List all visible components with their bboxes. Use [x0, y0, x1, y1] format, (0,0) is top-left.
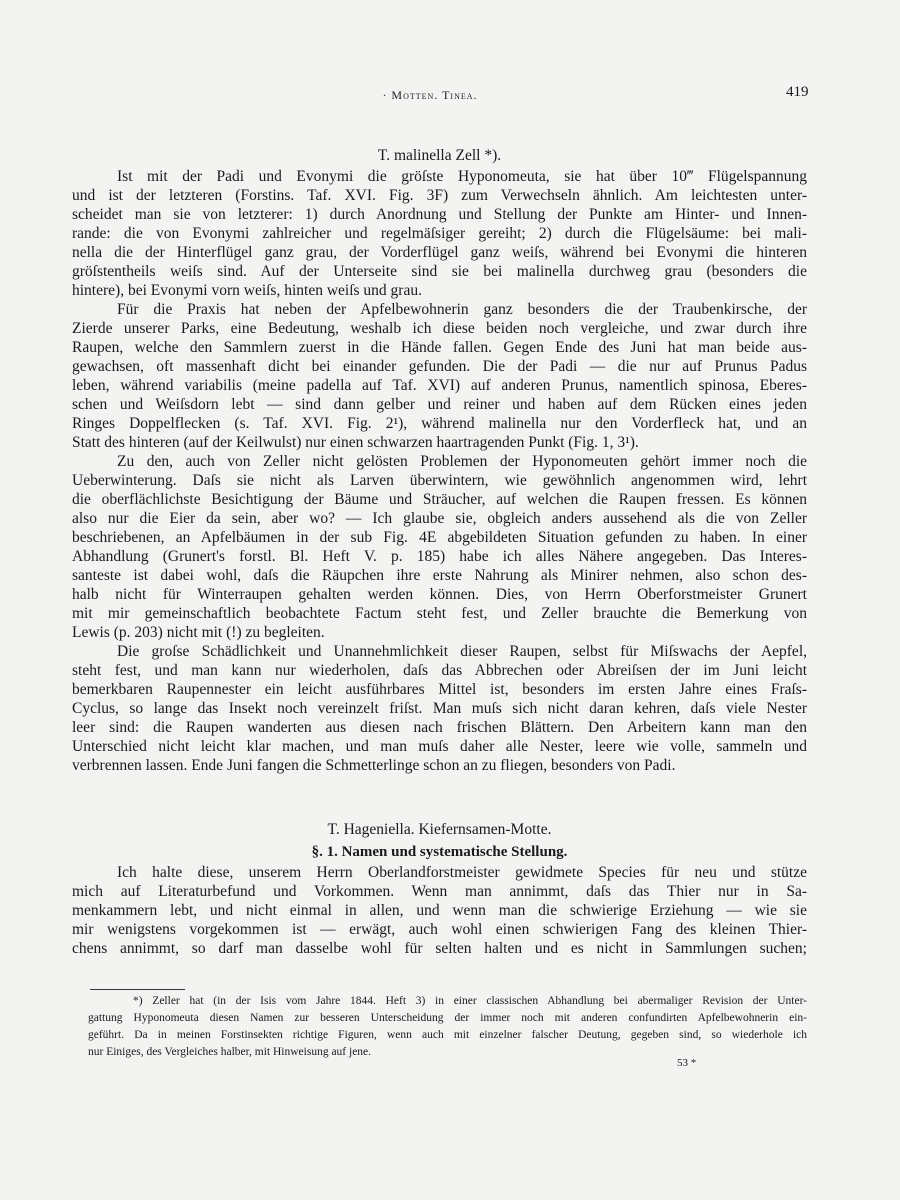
- text-line: nur Einiges, des Vergleiches halber, mit Hinweisung auf jene.: [88, 1046, 372, 1058]
- subsection-heading: §. 1. Namen und systematische Stellung.: [311, 844, 568, 860]
- text-line: also nur die Eier da sein, aber wo? — Ich glaube sie, obgleich anders aussehend als die von Zeller: [72, 510, 807, 527]
- text-line: Für die Praxis hat neben der Apfelbewohnerin ganz besonders die der Traubenkirsche, der: [117, 301, 807, 318]
- section-heading: T. Hageniella. Kiefernsamen-Motte.: [327, 821, 552, 838]
- text-line: verbrennen lassen. Ende Juni fangen die Schmetterlinge schon an zu fliegen, besonders von Padi.: [72, 757, 676, 774]
- text-line: gröſstentheils weiſs sind. Auf der Unterseite sind sie bei malinella durchweg grau (besonders die: [72, 263, 807, 280]
- section-body: [72, 167, 807, 775]
- text-line: mir wenigstens vorgekommen ist — erwägt, auch wohl einen schwierigen Fang des kleinen Thier-: [72, 921, 807, 938]
- text-line: mich auf Literaturbefund und Vorkommen. Wenn man annimmt, daſs das Thier nur in Sa-: [72, 883, 807, 900]
- text-line: schen und Weiſsdorn lebt — sind dann gelber und reiner und haben auf dem Rücken eines jeden: [72, 396, 807, 413]
- text-line: Statt des hinteren (auf der Keilwulst) nur einen schwarzen haartragenden Punkt (Fig. 1, 3¹).: [72, 434, 639, 451]
- text-line: leben, während variabilis (meine padella auf Taf. XVI) auf anderen Prunus, namentlich spinosa, Eberes-: [72, 377, 807, 394]
- footnote-separator: [90, 989, 185, 990]
- text-line: Raupen, welche den Sammlern zuerst in die Hände fallen. Gegen Ende des Juni hat man beide aus-: [72, 339, 807, 356]
- text-line: Unterschied nicht leicht klar machen, und man muſs daher alle Nester, leere wie volle, sammeln und: [72, 738, 807, 755]
- text-line: Ich halte diese, unserem Herrn Oberlandforstmeister gewidmete Species für neu und stütze: [117, 864, 807, 881]
- text-line: gattung Hyponomeuta diesen Namen zur besseren Unterscheidung der immer noch mit anderen confundirten Apfelbewohnerin ein-: [88, 1012, 807, 1024]
- text-line: Zu den, auch von Zeller nicht gelösten Problemen der Hyponomeuten gehört immer noch die: [117, 453, 807, 470]
- section-malinella: [72, 145, 807, 775]
- footnote: [88, 993, 807, 1061]
- footnote-body: [88, 993, 807, 1061]
- text-line: Cyclus, so lange das Insekt noch vereinzelt friſst. Man muſs sich nicht daran kehren, daſs viele Nester: [72, 700, 807, 717]
- text-line: leer sind: die Raupen wanderten aus diesen nach frischen Blättern. Den Arbeitern kann man den: [72, 719, 807, 736]
- text-line: bemerkbaren Raupennester ein leicht ausführbares Mittel ist, besonders im ersten Jahre eines Fraſs-: [72, 681, 807, 698]
- text-line: halb nicht für Winterraupen gehalten werden können. Dies, von Herrn Oberforstmeister Grunert: [72, 586, 807, 603]
- signature-mark: 53 *: [677, 1057, 697, 1069]
- text-line: *) Zeller hat (in der Isis vom Jahre 1844. Heft 3) in einer classischen Abhandlung bei abermaliger Revision der Unter-: [133, 995, 807, 1007]
- section-hageniella: [72, 819, 807, 958]
- text-line: beschriebenen, an Apfelbäumen in der sub Fig. 4E abgebildeten Situation gefunden zu haben. In einer: [72, 529, 807, 546]
- section-heading: T. malinella Zell *).: [377, 147, 502, 164]
- text-line: steht fest, und man kann nur wiederholen, daſs das Abbrechen oder Abreiſsen der im Juni leicht: [72, 662, 807, 679]
- text-line: Ist mit der Padi und Evonymi die gröſste Hyponomeuta, sie hat über 10‴ Flügelspannung: [117, 168, 807, 185]
- page-number: 419: [786, 84, 809, 100]
- text-line: rande: die von Evonymi zahlreicher und regelmäſsiger gereiht; 2) durch die Flügelsäume: bei mali-: [72, 225, 807, 242]
- text-line: Zierde unserer Parks, eine Bedeutung, weshalb ich diese beiden noch vergleiche, und zwar durch ihre: [72, 320, 807, 337]
- text-line: chens annimmt, so darf man dasselbe wohl für selten halten und es nicht in Sammlungen suchen;: [72, 940, 807, 957]
- text-line: Die groſse Schädlichkeit und Unannehmlichkeit dieser Raupen, selbst für Miſswachs der Aepfel,: [117, 643, 807, 660]
- running-title: · Motten. Tinea.: [382, 88, 478, 102]
- text-line: Ueberwinterung. Daſs sie nicht als Larven überwintern, wie gewöhnlich angenommen wird, lehrt: [72, 472, 807, 489]
- section-body: [72, 863, 807, 958]
- text-line: menkammern lebt, und nicht einmal in allen, und wenn man die schwierige Erziehung — wie sie: [72, 902, 807, 919]
- text-line: santeste ist dabei wohl, daſs die Räupchen ihre erste Nahrung als Minirer nehmen, also schon des-: [72, 567, 807, 584]
- text-line: Abhandlung (Grunert's forstl. Bl. Heft V. p. 185) habe ich alles Nähere angegeben. Das Interes-: [72, 548, 807, 565]
- text-line: nella die der Hinterflügel ganz grau, der Vorderflügel ganz weiſs, während bei Evonymi die hinteren: [72, 244, 807, 261]
- text-line: die oberflächlichste Besichtigung der Bäume und Sträucher, auf welchen die Raupen fressen. Es können: [72, 491, 807, 508]
- text-line: gewachsen, oft massenhaft dicht bei einander gefunden. Die der Padi — die nur auf Prunus Padus: [72, 358, 807, 375]
- text-line: geführt. Da in meinen Forstinsekten richtige Figuren, wenn auch mit einzelner falscher Deutung, gegeben sind, so wiederhole ich: [88, 1029, 807, 1041]
- text-line: Lewis (p. 203) nicht mit (!) zu begleiten.: [72, 624, 325, 641]
- text-line: Ringes Doppelflecken (s. Taf. XVI. Fig. 2¹), während malinella nur den Vorderfleck hat, und an: [72, 415, 807, 432]
- text-line: mit mir gemeinschaftlich beobachtete Factum steht fest, und Zeller brauchte die Bemerkung von: [72, 605, 807, 622]
- text-line: und ist der letzteren (Forstins. Taf. XVI. Fig. 3F) zum Verwechseln ähnlich. Am leichtesten unter-: [72, 187, 807, 204]
- text-line: scheidet man sie von letzterer: 1) durch Anordnung und Stellung der Punkte am Hinter- und Innen-: [72, 206, 807, 223]
- text-line: hintere), bei Evonymi vorn weiſs, hinten weiſs und grau.: [72, 282, 422, 299]
